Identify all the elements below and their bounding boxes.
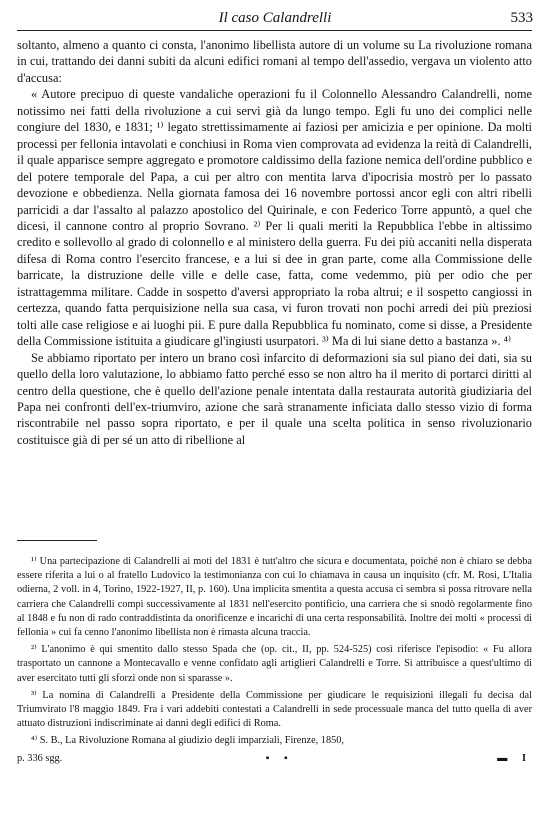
running-head [0,10,550,28]
footnote-2: ²⁾ L'anonimo è qui smentito dallo stesso Spada che (op. cit., II, pp. 524-525) così riferisce l'episodio: « Fu allora trasportato un cannone a Montecavallo e venne confidato agli artiglieri Calandrelli e Torre. Si attribuisce a quest'ultimo di aver esercitato tutti gli sforzi onde non si sparasse ». [17,644,532,684]
paragraph-intro: soltanto, almeno a quanto ci consta, l'anonimo libellista autore di un volume su La rivoluzione romana in cui, trattando dei danni subiti da alcuni edifici romani al tempo dell'assedio, vergava un violento atto d'accusa: [17,38,532,85]
header-rule [17,30,532,31]
running-title: Il caso Calandrelli [218,10,332,26]
printer-marks: ▪ ▪ [265,752,294,764]
footnote-4-end: p. 336 sgg. [17,752,63,764]
main-text [17,37,532,448]
footnote-rule [17,540,97,541]
footnote-3: ³⁾ La nomina di Calandrelli a Presidente della Commissione per giudicare le requisizioni illegali fu decisa dal Triumvirato l'8 maggio 1849. Fra i vari addebiti contestati a Calandrelli in sede processuale manca del tutto quella di aver attuato distruzioni indiscriminate ai danni degli edifici di Roma. [17,689,532,730]
printer-mark-right: ▬ I [497,752,532,764]
footnote-1: ¹⁾ Una partecipazione di Calandrelli ai moti del 1831 è tutt'altro che sicura e documentata, poiché non è chiaro se debba essere riferita a lui o al fratello Ludovico la testimonianza con cui lo chiamava in causa un inquisito (cfr. M. Rosi, L'Italia odierna, 2 voll. in 4, Torino, 1922-1927, II, p. 160). Una implicita smentita a questa accusa ci sembra si possa ritrovare nella carriera che Calandrelli compì successivamente al 1831 nell'esercito pontificio, una carriera che si snodò regolarmente fino al 1848 e fu non di rado contraddistinta da onorificenze e incarichi di una certa responsabilità. Inoltre dei molti « processi di fellonia » cui fa cenno l'anonimo libellista non è rimasta alcuna traccia. [17,556,532,639]
paragraph-quotation: « Autore precipuo di queste vandaliche operazioni fu il Colonnello Alessandro Calandrelli, nome notissimo nei fatti della rivoluzione a cui servì già da lungo tempo. Egli fu uno dei complici nelle congiure del 1830, e 1831; ¹⁾ legato strettissimamente ai faziosi per amicizia e per opinione. Da molti processi per fellonia intavolati e conchiusi in Roma vien comprovata ad evidenza la reità di Calandrelli, il quale apparisce sempre aggregato e promotore caldissimo della fazione nemica dell'ordine pubblico e del potere temporale del Papa, a cui per altro con mentita larva d'ipocrisia mostrò per lo passato devozione e obbedienza. Nella giornata famosa dei 16 novembre portossi ancor egli con altri ribelli parricidi a dar l'assalto al palazzo apostolico del Quirinale, e con Federico Torre appuntò, a quel che dicesi, il cannone contro al proprio Sovrano. ²⁾ Per li quali meriti la Repubblica l'ebbe in altissimo credito e sollevollo al grado di colonnello e al ministero della guerra. Fu dei più accaniti nella disperata difesa di Roma contro l'esercito francese, e a lui si dee in gran parte, come alla Commissione delle barricate, la distruzione delle ville e delle case, fatta, come vedemmo, più per odio che per istrattagemma militare. Cadde in sospetto d'aversi appropriato la roba altrui; e il sospetto cangiossi in certezza, quando fatta perquisizione nella sua casa, vi furon trovati non pochi arredi dei più preziosi tolti alle case religiose e ai luoghi pii. E pure dalla Repubblica fu nominato, come si disse, a Presidente della Commissione istituita a giudicare gl'ingiusti usurpatori. ³⁾ Ma di lui siane detto a bastanza ». ⁴⁾ [17,87,532,349]
footnotes [17,555,532,766]
footnote-4: ⁴⁾ S. B., La Rivoluzione Romana al giudizio degli imparziali, Firenze, 1850, [31,735,344,747]
footnote-4-continuation [17,752,532,766]
paragraph-commentary: Se abbiamo riportato per intero un brano così infarcito di deformazioni sia sul piano dei dati, sia su quello della loro valutazione, lo abbiamo fatto perché esso se non altro ha il merito di portarci diritti al centro della questione, che è quello dell'azione penale intentata dalla restaurata autorità giudiziaria del Papa nei confronti dell'ex-triumviro, azione che sarà stranamente inficiata dallo stesso vizio di forma riscontrabile nel passo sopra riportato, e per il quale una scelta politica in senso rivoluzionario costituisce già di per sé un atto di ribellione al [17,350,532,447]
page-number: 533 [510,10,533,26]
